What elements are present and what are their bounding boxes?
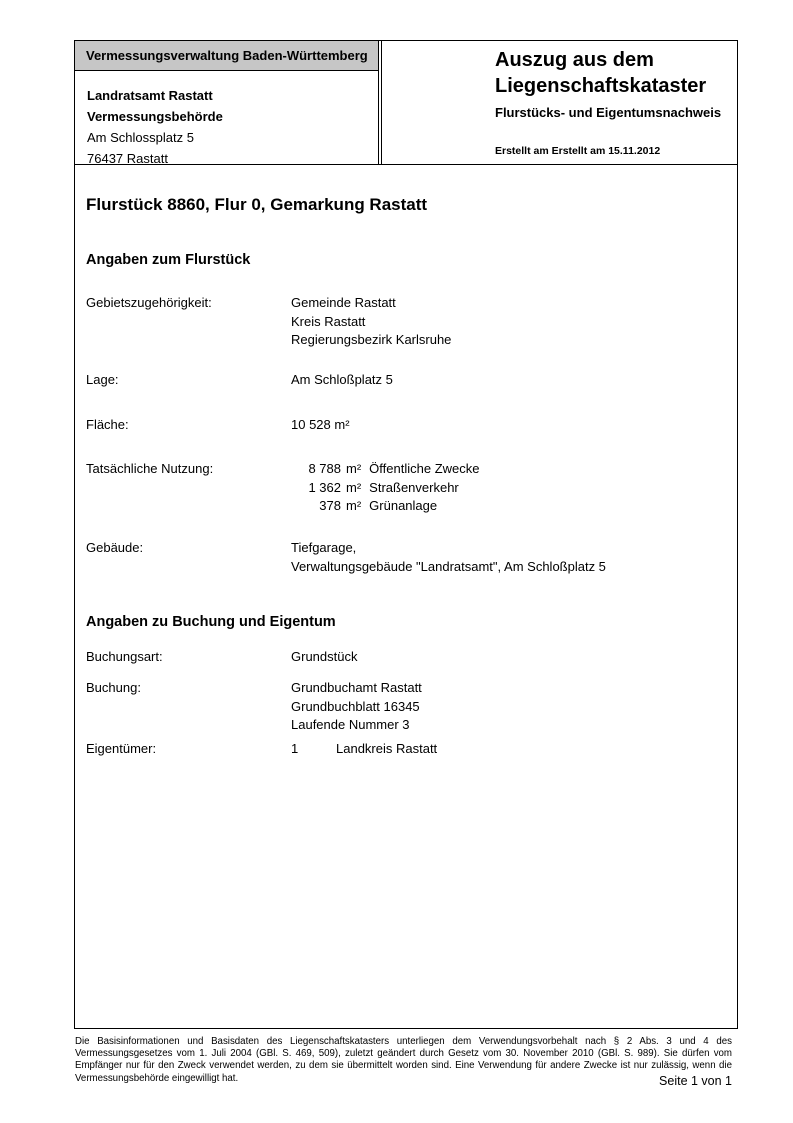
buchung-blatt: Grundbuchblatt 16345 <box>291 698 420 714</box>
field-value <box>291 539 606 576</box>
field-row-eigentuemer <box>86 740 437 759</box>
field-label: Tatsächliche Nutzung: <box>86 461 214 476</box>
field-label: Eigentümer: <box>86 741 157 756</box>
authority-bar <box>75 41 378 71</box>
owner-name: Landkreis Rastatt <box>336 741 438 756</box>
document-title <box>495 47 737 99</box>
office-address-block <box>87 85 223 169</box>
nutzung-row <box>291 479 479 498</box>
issuing-office-cell <box>75 41 379 164</box>
field-value <box>291 679 422 735</box>
office-department: Vermessungsbehörde <box>87 109 223 124</box>
nutzung-unit: m² <box>346 479 362 495</box>
gebiet-gemeinde: Gemeinde Rastatt <box>291 295 396 310</box>
office-street: Am Schlossplatz 5 <box>87 130 194 145</box>
office-city: 76437 Rastatt <box>87 151 168 166</box>
created-date: Erstellt am Erstellt am 15.11.2012 <box>495 145 661 157</box>
gebaeude-line: Tiefgarage, <box>291 540 357 555</box>
document-subtitle: Flurstücks- und Eigentumsnachweis <box>495 105 722 120</box>
field-label: Gebietszugehörigkeit: <box>86 295 212 310</box>
nutzung-row <box>291 460 479 479</box>
document-title-line2: Liegenschaftskataster <box>495 75 707 97</box>
gebaeude-line: Verwaltungsgebäude "Landratsamt", Am Schloßplatz 5 <box>291 558 606 574</box>
field-label: Lage: <box>86 372 119 387</box>
document-title-cell <box>381 41 737 164</box>
buchung-amt: Grundbuchamt Rastatt <box>291 680 422 695</box>
field-row-buchungsart <box>86 648 357 667</box>
nutzung-area: 378 <box>319 498 341 513</box>
field-value <box>291 460 479 516</box>
field-value <box>291 294 451 350</box>
field-row-flaeche <box>86 416 350 435</box>
field-value: Am Schloßplatz 5 <box>291 372 393 387</box>
legal-notice: Die Basisinformationen und Basisdaten des Liegenschaftskatasters unterliegen dem Verwendungsvorbehalt nach § 2 Abs. 3 und 4 des Vermessungsgesetzes vom 1. Juli 2004 (GBl. S. 469, 509), zuletzt geändert durch Gesetz vom 30. November 2010 (GBl. S. 989). Sie dürfen vom Empfänger nur für den Zweck verwendet werden, zu dem sie übermittelt worden sind. Eine Verwendung für andere Zwecke ist nur zulässig, wenn die Vermessungsbehörde eingewilligt hat. <box>75 1036 732 1084</box>
field-label: Gebäude: <box>86 540 144 555</box>
field-value <box>291 740 437 759</box>
field-value: Grundstück <box>291 649 358 664</box>
parcel-title: Flurstück 8860, Flur 0, Gemarkung Rastatt <box>86 195 428 214</box>
section-heading-flurstueck: Angaben zum Flurstück <box>86 252 251 268</box>
nutzung-use: Öffentliche Zwecke <box>369 461 480 476</box>
nutzung-use: Grünanlage <box>369 498 438 513</box>
section-heading-buchung: Angaben zu Buchung und Eigentum <box>86 614 336 630</box>
field-label: Buchung: <box>86 680 141 695</box>
nutzung-row <box>291 497 479 516</box>
document-title-line1: Auszug aus dem <box>495 49 654 71</box>
gebiet-regierungsbezirk: Regierungsbezirk Karlsruhe <box>291 332 452 347</box>
field-label: Buchungsart: <box>86 649 163 664</box>
nutzung-area: 8 788 <box>308 461 341 476</box>
nutzung-area: 1 362 <box>308 479 341 495</box>
page-number: Seite 1 von 1 <box>659 1074 732 1088</box>
nutzung-unit: m² <box>346 461 362 476</box>
authority-name: Vermessungsverwaltung Baden-Württemberg <box>86 48 368 63</box>
field-row-lage <box>86 371 393 390</box>
document-frame <box>74 40 738 1029</box>
field-row-buchung <box>86 679 422 735</box>
buchung-nummer: Laufende Nummer 3 <box>291 717 410 732</box>
field-row-gebietszugehoerigkeit <box>86 294 451 350</box>
field-label: Fläche: <box>86 417 129 432</box>
nutzung-unit: m² <box>346 498 362 513</box>
gebiet-kreis: Kreis Rastatt <box>291 313 366 329</box>
field-row-nutzung <box>86 460 479 516</box>
field-row-gebaeude <box>86 539 606 576</box>
document-header <box>75 41 737 165</box>
nutzung-use: Straßenverkehr <box>369 479 459 495</box>
office-name: Landratsamt Rastatt <box>87 88 213 103</box>
owner-number: 1 <box>291 741 299 756</box>
field-value: 10 528 m² <box>291 417 350 432</box>
